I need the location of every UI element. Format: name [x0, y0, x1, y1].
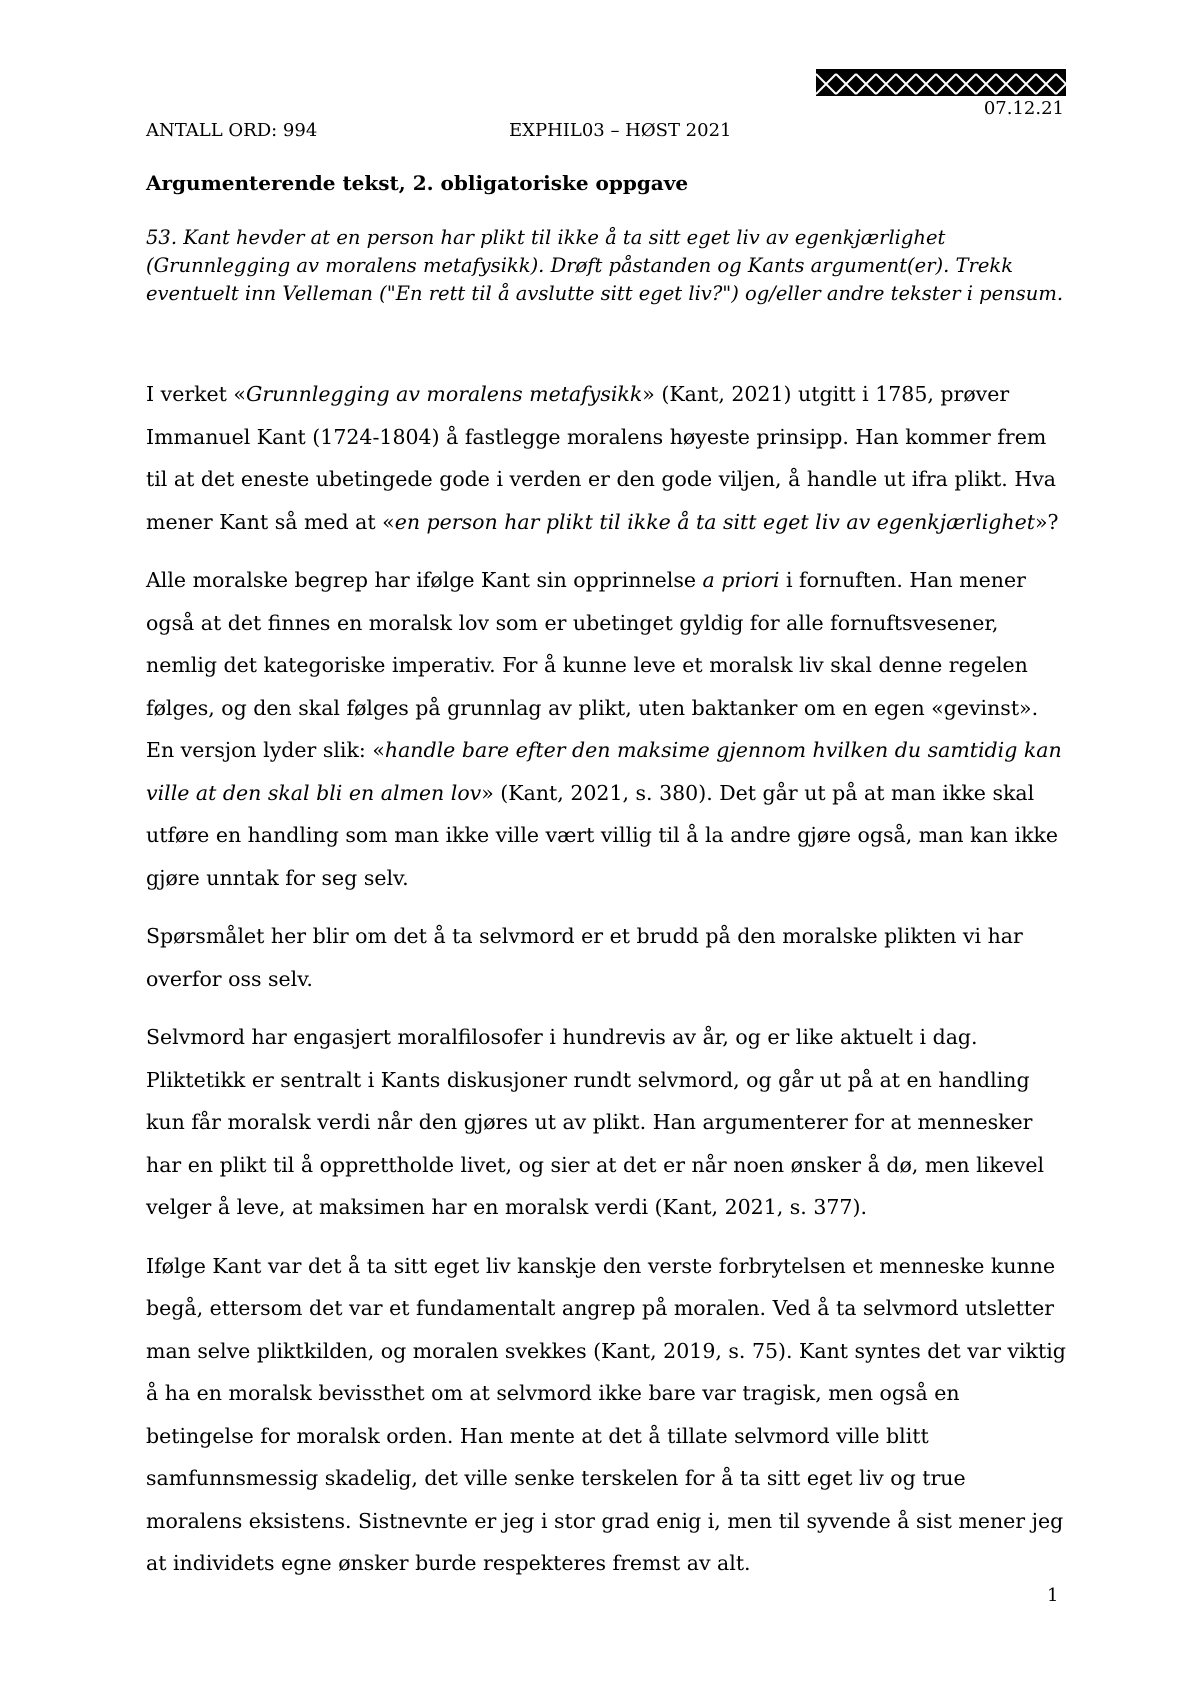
- paragraph-1-text-c: » (Kant, 2021) utgitt i 1785, prøver Immanuel Kant (1724-1804) å fastlegge moralens høyeste prinsipp. Han kommer frem til at det eneste ubetingede gode i verden er den gode viljen, å handle ut ifra plikt. Hva mener Kant så med at «: [146, 382, 1057, 534]
- paragraph-1-text-e: »?: [1034, 509, 1059, 534]
- paragraph-5: Ifølge Kant var det å ta sitt eget liv kanskje den verste forbrytelsen et menneske kunne begå, ettersom det var et fundamentalt angrep på moralen. Ved å ta selvmord utsletter man selve pliktkilden, og moralen svekkes (Kant, 2019, s. 75). Kant syntes det var viktig å ha en moralsk bevissthet om at selvmord ikke bare var tragisk, men også en betingelse for moralsk orden. Han mente at det å tillate selvmord ville blitt samfunnsmessig skadelig, det ville senke terskelen for å ta sitt eget liv og true moralens eksistens. Sistnevnte er jeg i stor grad enig i, men til syvende å sist mener jeg at individets egne ønsker burde respekteres fremst av alt.: [146, 1253, 1066, 1575]
- document-title: Argumenterende tekst, 2. obligatoriske oppgave: [146, 171, 689, 195]
- paragraph-4: Selvmord har engasjert moralfilosofer i hundrevis av år, og er like aktuelt i dag. Pliktetikk er sentralt i Kants diskusjoner rundt selvmord, og går ut på at en handling kun får moralsk verdi når den gjøres ut av plikt. Han argumenterer for at mennesker har en plikt til å opprettholde livet, og sier at det er når noen ønsker å dø, men likevel velger å leve, at maksimen har en moralsk verdi (Kant, 2021, s. 377).: [146, 1025, 1045, 1219]
- paragraph-2: [146, 559, 1068, 899]
- paragraph-1-text-a: I verket «: [146, 382, 246, 406]
- course-code: EXPHIL03 – HØST 2021: [509, 120, 732, 141]
- redacted-name-block: [816, 69, 1066, 96]
- paragraph-2-text-a: Alle moralske begrep har ifølge Kant sin opprinnelse: [146, 568, 703, 592]
- paragraph-3: Spørsmålet her blir om det å ta selvmord er et brudd på den moralske plikten vi har overfor oss selv.: [146, 924, 1023, 991]
- word-count: ANTALL ORD: 994: [146, 120, 318, 141]
- paragraph-2-text-c: i fornuften. Han mener også at det finnes en moralsk lov som er ubetinget gyldig for alle fornuftsvesener, nemlig det kategoriske imperativ. For å kunne leve et moralsk liv skal denne regelen følges, og den skal følges på grunnlag av plikt, uten baktanker om en egen «gevinst». En versjon lyder slik: «: [146, 568, 1039, 762]
- page-number: 1: [1047, 1585, 1059, 1606]
- book-title: Grunnlegging av moralens metafysikk: [245, 382, 643, 406]
- paragraph-1: [146, 373, 1068, 543]
- paragraph-2-text-e: » (Kant, 2021, s. 380). Det går ut på at man ikke skal utføre en handling som man ikke ville vært villig til å la andre gjøre også, man kan ikke gjøre unntak for seg selv.: [146, 780, 1059, 890]
- a-priori-term: a priori: [702, 568, 780, 592]
- assignment-prompt: 53. Kant hevder at en person har plikt til ikke å ta sitt eget liv av egenkjærlighet (Grunnlegging av moralens metafysikk). Drøft påstanden og Kants argument(er). Trekk eventuelt inn Velleman ("En rett til å avslutte sitt eget liv?") og/eller andre tekster i pensum.: [146, 226, 1064, 305]
- imperative-quote: handle bare efter den maksime gjennom hvilken du samtidig kan ville at den skal bli en almen lov: [146, 738, 1062, 805]
- document-date: 07.12.21: [983, 98, 1064, 119]
- document-body: [146, 373, 1068, 1599]
- quoted-claim: en person har plikt til ikke å ta sitt eget liv av egenkjærlighet: [394, 509, 1035, 534]
- redaction-pattern: [816, 69, 1066, 96]
